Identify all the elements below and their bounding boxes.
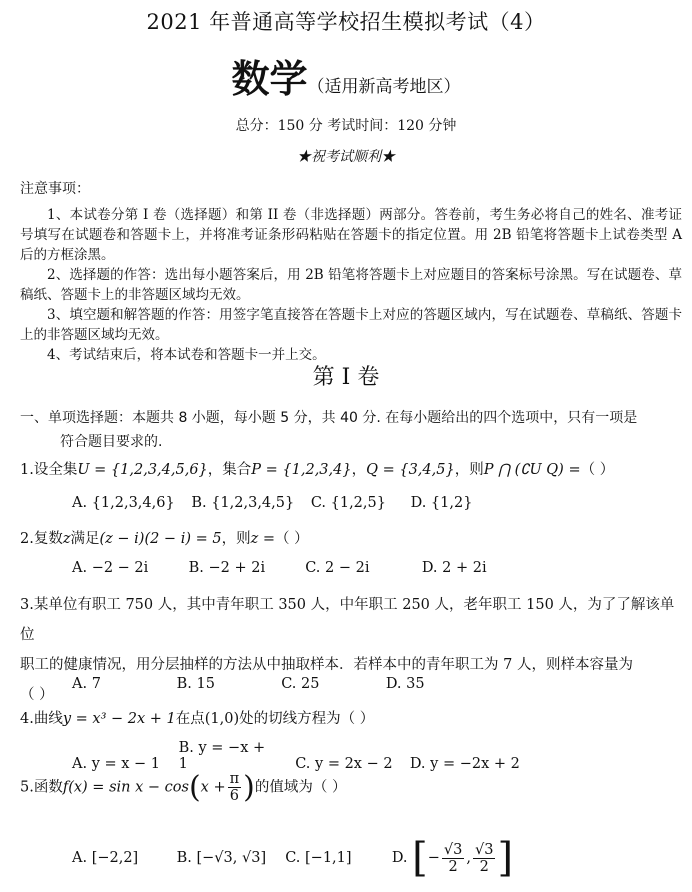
left-paren: ( [188,770,201,805]
q5-text-b: 的值域为（ ） [254,779,347,796]
q4-curve: y = x³ − 2x + 1 [62,711,176,727]
notes-heading: 注意事项： [20,181,90,197]
q4-text-a: 4.曲线 [20,711,63,727]
q5-function: f(x) = sin x − cos [62,779,189,796]
fraction-denominator: 2 [448,858,458,875]
option-d-label: D. [391,850,408,866]
d-fraction-left [442,842,464,875]
option-b[interactable]: B. {1,2,3,4,5} [191,495,295,511]
comma: , [466,850,471,866]
subject-note: （适用新高考地区） [307,77,461,97]
fraction-numerator: √3 [475,841,494,858]
option-c[interactable]: C. [−1,1] [285,850,352,866]
q3-line-2: 职工的健康情况，用分层抽样的方法从中抽取样本．若样本中的青年职工为 7 人，则样本容量为 [20,657,633,673]
q1-text-a: 1.设全集 [20,462,78,478]
option-c[interactable]: C. 2 − 2i [305,560,370,576]
q4-text-c: 处的切线方程为（ ） [239,711,375,727]
option-a[interactable]: A. −2 − 2i [72,560,149,576]
question-1-options [72,495,484,511]
fraction-denominator: 2 [479,858,489,875]
section-line-1: 一、单项选择题：本题共 8 小题，每小题 5 分，共 40 分. 在每小题给出的四个选项中，只有一项是 [20,410,638,426]
question-5-options [72,835,525,881]
option-d[interactable]: D. {1,2} [410,495,473,511]
option-c[interactable]: C. y = 2x − 2 [295,756,393,772]
q1-text-b: ，集合 [207,462,252,478]
question-3-stem [20,590,682,710]
good-luck-line: ★祝考试顺利★ [297,149,395,165]
q1-set-u: U = {1,2,3,4,5,6} [77,462,208,478]
fraction-denominator: 6 [229,788,239,804]
pi-over-six [228,771,242,804]
note-item: 3、填空题和解答题的作答：用签字笔直接答在答题卡上对应的答题区域内，写在试题卷、草稿纸、答题卡上的非答题区域均无效。 [20,307,682,343]
option-b[interactable]: B. [−√3, √3] [176,850,267,866]
question-4-stem [20,707,682,728]
fraction-numerator: √3 [443,841,463,858]
q5-text-a: 5.函数 [20,779,63,796]
q2-answer-blank: （ ） [275,531,309,547]
q1-set-p: P = {1,2,3,4} [251,462,352,478]
note-item: 2、选择题的作答：选出每小题答案后，用 2B 铅笔将答题卡上对应题目的答案标号涂黑。写在试题卷、草稿纸、答题卡上的非答题区域均无效。 [20,267,682,303]
q2-text-a: 2.复数 [20,531,63,547]
neg-sign: − [427,850,440,866]
option-a[interactable]: A. y = x − 1 [72,756,161,772]
subject-heading [0,48,692,103]
q2-expression-2: z = [250,531,275,547]
right-bracket: ] [497,835,514,881]
fraction-numerator: π [229,771,240,787]
q2-text-b: 满足 [70,531,100,547]
q4-point: (1,0) [204,711,240,727]
option-d[interactable]: D. 2 + 2i [421,560,487,576]
right-paren: ) [243,770,255,805]
q1-text-c: ，则 [454,462,484,478]
q2-expression: (z − i)(2 − i) = 5 [99,531,222,547]
q1-set-q: Q = {3,4,5} [366,462,455,478]
question-2-stem [20,527,682,548]
exam-title: 2021 年普通高等学校招生模拟考试（4） [146,10,546,34]
option-d[interactable]: D. 35 [385,676,425,692]
volume-title: 第 I 卷 [312,365,380,390]
question-2-options [72,560,499,576]
subject-name: 数学 [231,56,308,101]
d-fraction-right [473,842,495,875]
q1-expression: P ⋂ (∁U Q) = [483,462,581,478]
option-a[interactable]: A. {1,2,3,4,6} [72,495,175,511]
notes-list [20,205,682,365]
option-b[interactable]: B. −2 + 2i [188,560,266,576]
q3-line-1: 3.某单位有职工 750 人，其中青年职工 350 人，中年职工 250 人，老年职工 150 人，为了了解该单位 [20,597,675,643]
score-time-line: 总分：150 分 考试时间：120 分钟 [235,118,457,134]
option-d[interactable]: D. y = −2x + 2 [409,756,520,772]
q4-text-b: 在点 [175,711,205,727]
section-line-2: 符合题目要求的. [60,434,163,450]
q2-var: z [62,531,71,547]
question-5-stem [20,770,682,805]
q2-text-c: ，则 [221,531,251,547]
left-bracket: [ [412,835,428,881]
note-item: 4、考试结束后，将本试卷和答题卡一并上交。 [47,347,326,363]
question-3-options [72,676,437,692]
q1-sep: ， [351,462,367,478]
question-4-options [72,740,532,772]
option-c[interactable]: C. {1,2,5} [310,495,386,511]
option-b[interactable]: B. y = −x + 1 [178,740,266,772]
option-c[interactable]: C. 25 [281,676,320,692]
option-a[interactable]: A. [−2,2] [72,850,139,866]
section-heading [20,406,682,454]
option-d[interactable] [392,835,513,881]
option-a[interactable]: A. 7 [72,676,101,692]
option-b[interactable]: B. 15 [176,676,215,692]
note-item: 1、本试卷分第 I 卷（选择题）和第 II 卷（非选择题）两部分。答卷前，考生务必将自己的姓名、准考证号填写在试题卷和答题卡上，并将准考证条形码粘贴在答题卡的指定位置。用 2B 铅笔将答题卡上试卷类型 A 后的方框涂黑。 [20,207,682,263]
q3-answer-blank: （ ） [20,687,54,703]
question-1-stem [20,458,682,479]
q5-inner: x + [200,779,226,796]
q1-answer-blank: （ ） [580,462,615,478]
